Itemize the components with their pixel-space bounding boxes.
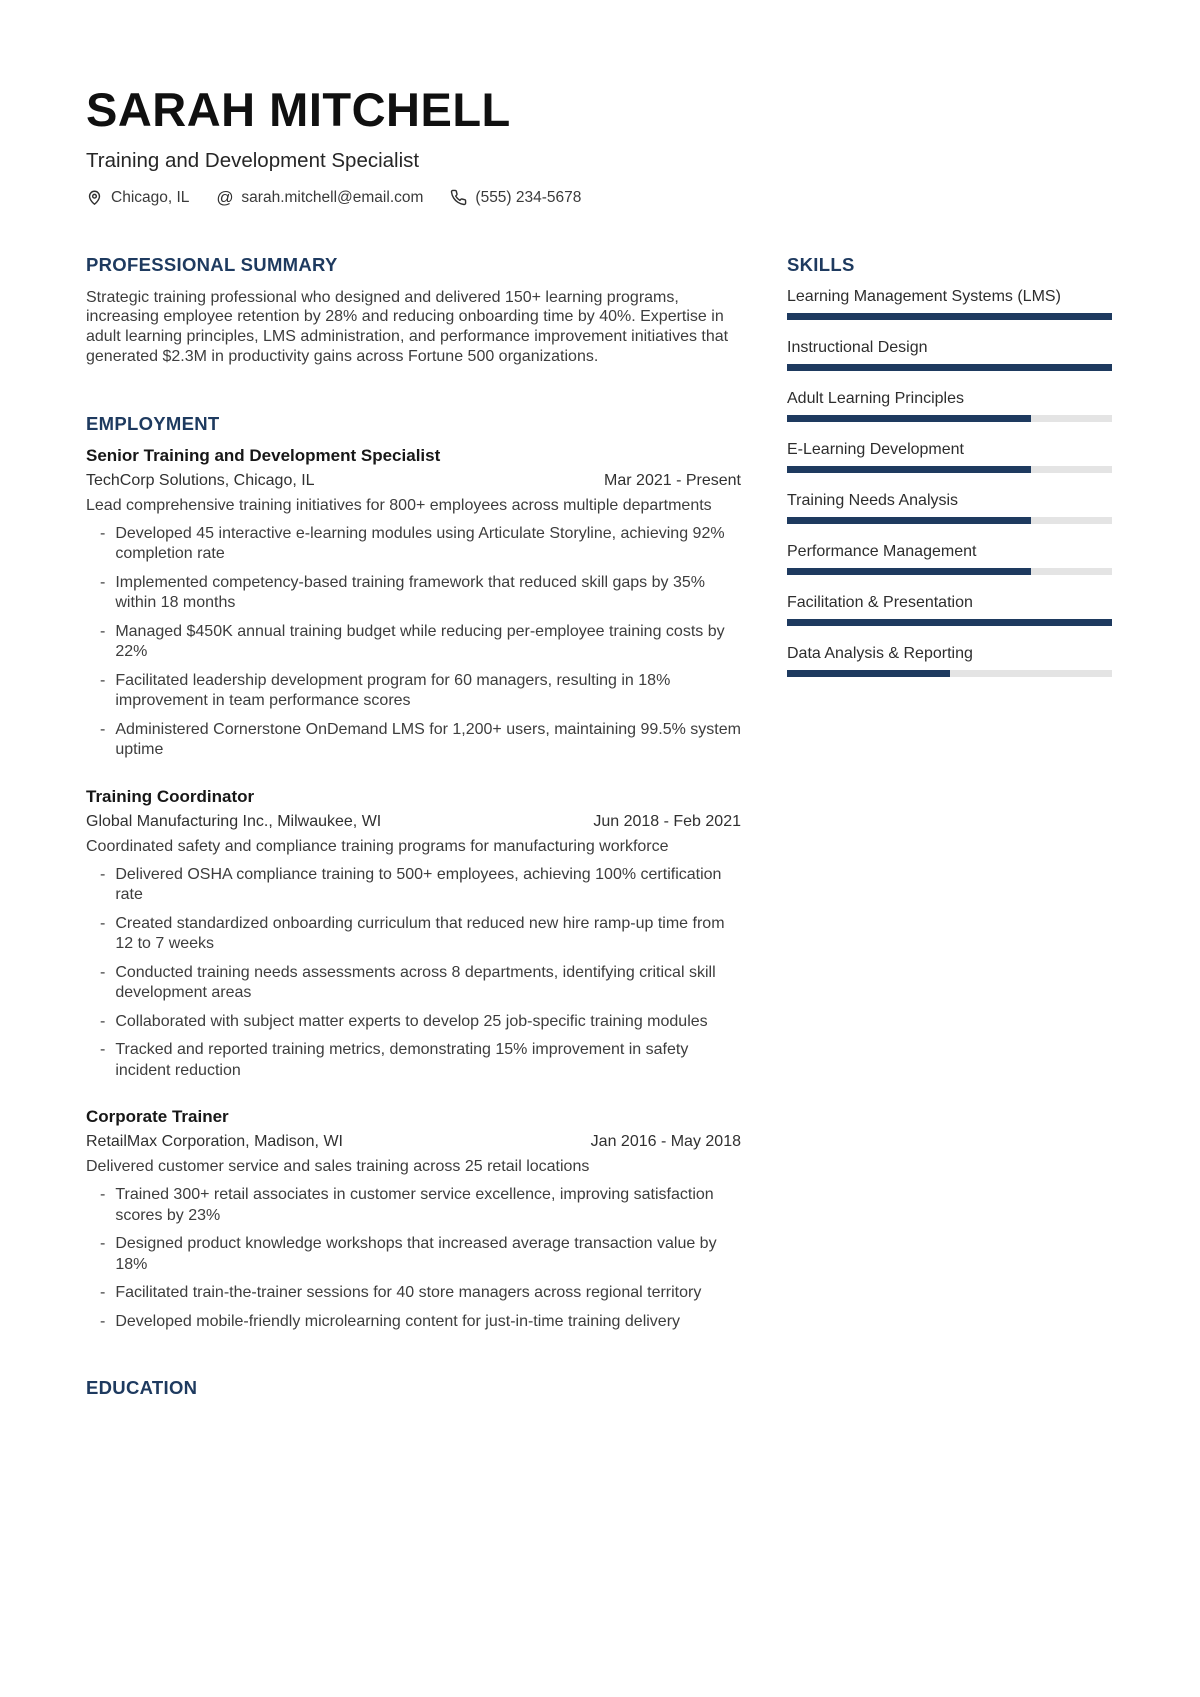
skill-bar-track	[787, 313, 1112, 320]
bullet-dash: -	[100, 622, 106, 640]
at-sign-icon: @	[216, 188, 234, 208]
bullet-text: Facilitated leadership development program for 60 managers, resulting in 18% improvement in team performance scores	[115, 671, 671, 710]
skill-bar-track	[787, 517, 1112, 524]
job-bullet-item	[86, 865, 741, 906]
skill-bar-track	[787, 619, 1112, 626]
job-meta-row	[86, 1132, 741, 1152]
section-employment	[86, 414, 741, 1333]
jobs-list	[86, 446, 741, 1333]
summary-text: Strategic training professional who designed and delivered 150+ learning programs, increasing employee retention by 28% and reducing onboarding time by 40%. Expertise in adult learning principles, LMS administration, and performance improvement initiatives that generated $2.3M in productivity gains across Fortune 500 organizations.	[86, 288, 729, 365]
left-column	[86, 255, 741, 1399]
phone-icon	[450, 189, 467, 206]
contact-email-text: sarah.mitchell@email.com	[241, 188, 424, 206]
skill-label: Facilitation & Presentation	[787, 593, 973, 611]
job-company: Global Manufacturing Inc., Milwaukee, WI	[86, 812, 382, 830]
job-entry	[86, 446, 741, 761]
bullet-text: Tracked and reported training metrics, demonstrating 15% improvement in safety incident reduction	[115, 1041, 689, 1079]
section-education	[86, 1378, 741, 1398]
bullet-text: Created standardized onboarding curriculum that reduced new hire ramp-up time from 12 to 7 weeks	[115, 914, 725, 953]
contact-phone	[450, 189, 581, 207]
bullet-text: Developed 45 interactive e-learning modules using Articulate Storyline, achieving 92% completion rate	[115, 524, 725, 563]
bullet-dash: -	[100, 1284, 106, 1302]
skill-item	[787, 440, 1112, 473]
bullet-dash: -	[100, 1041, 106, 1059]
bullet-dash: -	[100, 963, 106, 981]
skill-bar-fill	[787, 670, 950, 677]
main-columns	[86, 255, 1112, 1399]
skill-bar-fill	[787, 364, 1112, 371]
skills-heading: SKILLS	[787, 253, 855, 275]
job-dates: Jan 2016 - May 2018	[590, 1133, 741, 1151]
bullet-dash: -	[100, 1235, 106, 1253]
section-professional-summary	[86, 255, 741, 367]
bullet-dash: -	[100, 914, 106, 932]
bullet-text: Managed $450K annual training budget while reducing per-employee training costs by 22%	[115, 622, 725, 661]
bullet-text: Administered Cornerstone OnDemand LMS for 1,200+ users, maintaining 99.5% system uptime	[115, 720, 741, 759]
skill-label: Instructional Design	[787, 338, 928, 356]
job-meta-row	[86, 471, 741, 491]
skill-bar-track	[787, 670, 1112, 677]
skill-label: Training Needs Analysis	[787, 491, 959, 509]
section-skills	[787, 255, 1112, 677]
job-title: Training Coordinator	[86, 786, 255, 806]
skill-item	[787, 338, 1112, 371]
bullet-text: Conducted training needs assessments across 8 departments, identifying critical skill development areas	[115, 963, 716, 1002]
candidate-title: Training and Development Specialist	[86, 149, 420, 172]
skill-label: Learning Management Systems (LMS)	[787, 287, 1061, 305]
job-bullet-item	[86, 914, 741, 955]
skill-item	[787, 491, 1112, 524]
job-bullets	[86, 1185, 741, 1332]
job-bullet-item	[86, 1283, 741, 1304]
bullet-text: Implemented competency-based training framework that reduced skill gaps by 35% within 18 months	[115, 573, 705, 612]
job-bullet-item	[86, 1185, 741, 1226]
job-entry	[86, 787, 741, 1082]
job-description: Coordinated safety and compliance training programs for manufacturing workforce	[86, 837, 669, 855]
skill-label: Performance Management	[787, 542, 977, 560]
job-bullet-item	[86, 1312, 741, 1333]
job-bullet-item	[86, 1012, 741, 1033]
job-title: Senior Training and Development Specialist	[86, 445, 441, 465]
bullet-text: Designed product knowledge workshops that increased average transaction value by 18%	[115, 1235, 717, 1273]
skill-bar-track	[787, 364, 1112, 371]
job-bullet-item	[86, 622, 741, 663]
job-bullet-item	[86, 1234, 741, 1275]
resume-header	[86, 83, 1112, 208]
job-bullet-item	[86, 963, 741, 1004]
skills-list	[787, 287, 1112, 677]
bullet-dash: -	[100, 573, 106, 591]
skill-item	[787, 593, 1112, 626]
skill-label: Adult Learning Principles	[787, 389, 964, 407]
skill-bar-fill	[787, 415, 1031, 422]
bullet-dash: -	[100, 865, 106, 883]
job-bullet-item	[86, 573, 741, 614]
skill-bar-fill	[787, 619, 1112, 626]
skill-bar-track	[787, 415, 1112, 422]
bullet-text: Trained 300+ retail associates in customer service excellence, improving satisfaction scores by 23%	[115, 1186, 714, 1224]
job-bullet-item	[86, 671, 741, 712]
skill-bar-fill	[787, 568, 1031, 575]
contact-email	[216, 189, 423, 207]
bullet-text: Delivered OSHA compliance training to 500+ employees, achieving 100% certification rate	[115, 865, 722, 904]
job-title: Corporate Trainer	[86, 1107, 229, 1127]
bullet-dash: -	[100, 1012, 106, 1030]
skill-bar-track	[787, 568, 1112, 575]
contact-location-text: Chicago, IL	[111, 188, 190, 206]
contact-row	[86, 189, 1112, 207]
job-company: RetailMax Corporation, Madison, WI	[86, 1133, 343, 1151]
skill-label: E-Learning Development	[787, 440, 964, 458]
bullet-text: Facilitated train-the-trainer sessions for 40 store managers across regional territory	[115, 1284, 702, 1302]
bullet-dash: -	[100, 1186, 106, 1204]
bullet-text: Collaborated with subject matter experts to develop 25 job-specific training modules	[115, 1012, 708, 1030]
job-bullets	[86, 865, 741, 1082]
bullet-dash: -	[100, 720, 106, 738]
bullet-dash: -	[100, 1312, 106, 1330]
job-bullet-item	[86, 720, 741, 761]
job-meta-row	[86, 812, 741, 832]
skill-item	[787, 287, 1112, 320]
job-dates: Jun 2018 - Feb 2021	[593, 812, 741, 830]
contact-location	[86, 189, 189, 207]
skill-bar-fill	[787, 466, 1031, 473]
bullet-text: Developed mobile-friendly microlearning content for just-in-time training delivery	[115, 1312, 681, 1330]
skill-label: Data Analysis & Reporting	[787, 644, 973, 662]
skill-item	[787, 542, 1112, 575]
job-bullet-item	[86, 1040, 741, 1081]
location-pin-icon	[86, 189, 103, 206]
job-bullets	[86, 524, 741, 761]
job-description: Lead comprehensive training initiatives for 800+ employees across multiple departments	[86, 496, 712, 514]
contact-phone-text: (555) 234-5678	[475, 188, 582, 206]
bullet-dash: -	[100, 671, 106, 689]
employment-heading: EMPLOYMENT	[86, 412, 220, 434]
skill-bar-fill	[787, 517, 1031, 524]
job-dates: Mar 2021 - Present	[604, 471, 741, 489]
skill-item	[787, 389, 1112, 422]
education-heading: EDUCATION	[86, 1377, 198, 1399]
job-description: Delivered customer service and sales training across 25 retail locations	[86, 1158, 590, 1176]
job-entry	[86, 1107, 741, 1332]
skill-item	[787, 644, 1112, 677]
candidate-name: SARAH MITCHELL	[86, 83, 511, 136]
job-bullet-item	[86, 524, 741, 565]
right-column	[787, 255, 1112, 695]
bullet-dash: -	[100, 524, 106, 542]
summary-heading: PROFESSIONAL SUMMARY	[86, 253, 338, 275]
skill-bar-track	[787, 466, 1112, 473]
skill-bar-fill	[787, 313, 1112, 320]
job-company: TechCorp Solutions, Chicago, IL	[86, 471, 315, 489]
